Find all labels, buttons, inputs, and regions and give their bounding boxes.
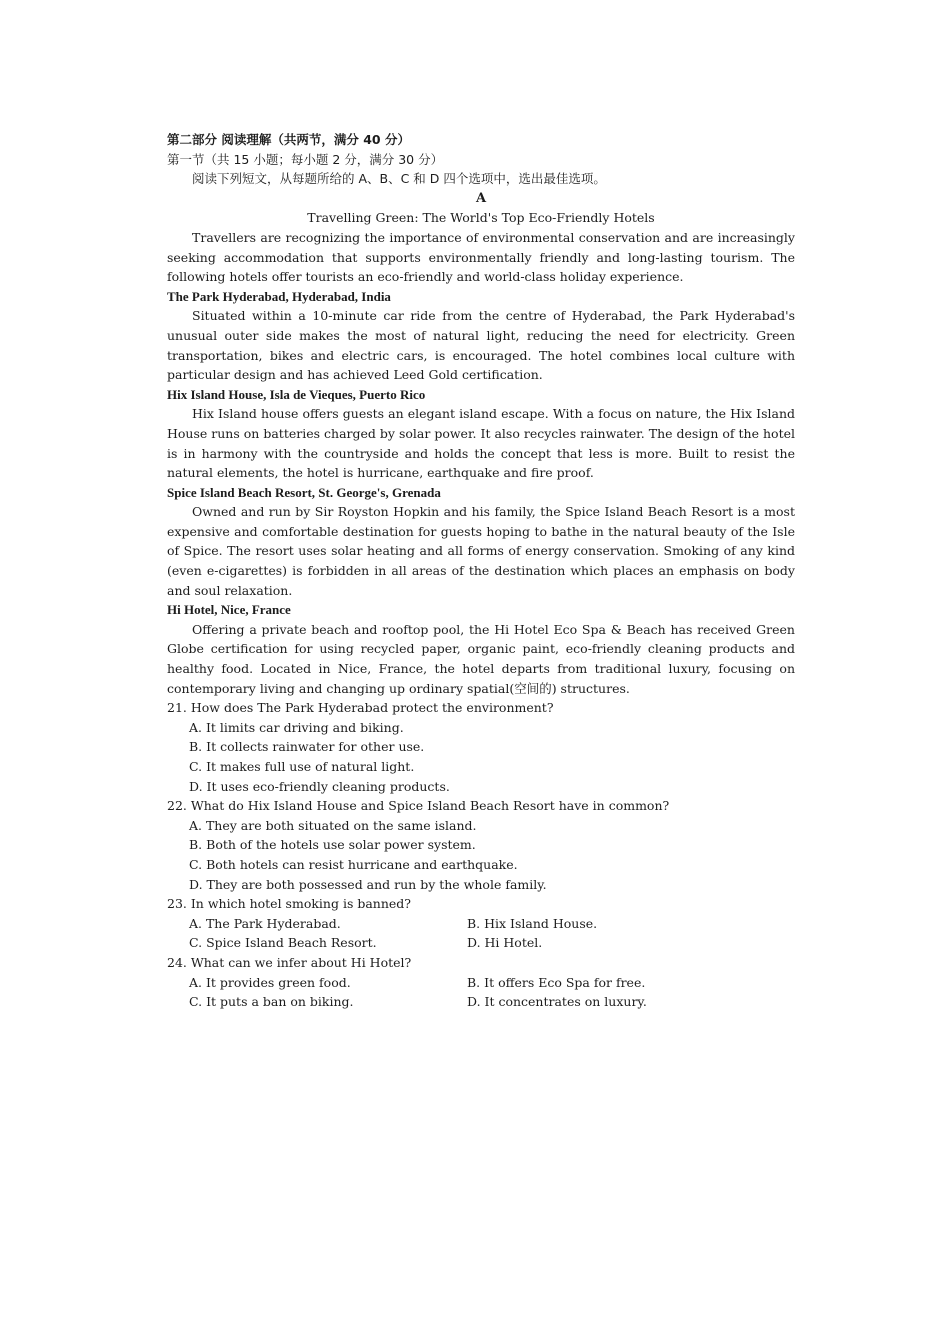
- option-22-a[interactable]: A. They are both situated on the same island.: [189, 817, 477, 833]
- hotel-text-hix-island: Hix Island house offers guests an elegant island escape. With a focus on nature, the Hix Island House runs on batteries charged by solar power. It also recycles rainwater. The design of the hotel is in harmony with the countryside and holds the concept that less is more. Built to resist the natural elements, the hotel is hurricane, earthquake and fire proof.: [167, 406, 795, 481]
- question-22-options: [167, 816, 795, 894]
- part-title: 第二部分 阅读理解（共两节，满分 40 分）: [167, 132, 410, 147]
- option-24-d[interactable]: D. It concentrates on luxury.: [467, 994, 647, 1010]
- hotel-name-hi-hotel: Hi Hotel, Nice, France: [167, 602, 291, 618]
- option-23-c[interactable]: C. Spice Island Beach Resort.: [189, 935, 377, 951]
- question-21: 21. How does The Park Hyderabad protect the environment?: [167, 700, 554, 716]
- option-24-a[interactable]: A. It provides green food.: [189, 974, 351, 990]
- question-23-options: [167, 914, 795, 953]
- option-23-a[interactable]: A. The Park Hyderabad.: [189, 915, 341, 931]
- option-22-b[interactable]: B. Both of the hotels use solar power system.: [189, 837, 476, 853]
- option-23-d[interactable]: D. Hi Hotel.: [467, 935, 543, 951]
- instructions: 阅读下列短文，从每题所给的 A、B、C 和 D 四个选项中，选出最佳选项。: [192, 171, 606, 187]
- question-24: 24. What can we infer about Hi Hotel?: [167, 954, 412, 970]
- passage-intro: Travellers are recognizing the importance of environmental conservation and are increasingly seeking accommodation that supports environmentally friendly and long-lasting tourism. The following hotels offer tourists an eco-friendly and world-class holiday experience.: [167, 229, 795, 285]
- hotel-name-park-hyderabad: The Park Hyderabad, Hyderabad, India: [167, 288, 391, 304]
- option-21-d[interactable]: D. It uses eco-friendly cleaning products.: [189, 778, 450, 794]
- question-22: 22. What do Hix Island House and Spice Island Beach Resort have in common?: [167, 798, 670, 814]
- option-21-c[interactable]: C. It makes full use of natural light.: [189, 759, 415, 774]
- option-21-b[interactable]: B. It collects rainwater for other use.: [189, 739, 425, 755]
- hotel-text-spice-island: Owned and run by Sir Royston Hopkin and his family, the Spice Island Beach Resort is a most expensive and comfortable destination for guests hoping to bathe in the natural beauty of the Isle of Spice. The resort uses solar heating and all forms of energy conservation. Smoking of any kind (even e-cigarettes) is forbidden in all areas of the destination which places an emphasis on body and soul relaxation.: [167, 504, 795, 598]
- question-23: 23. In which hotel smoking is banned?: [167, 896, 411, 912]
- option-21-a[interactable]: A. It limits car driving and biking.: [189, 719, 404, 735]
- hotel-text-hi-hotel: Offering a private beach and rooftop pool, the Hi Hotel Eco Spa & Beach has received Green Globe certification for using recycled paper, organic paint, eco-friendly cleaning products and healthy food. Located in Nice, France, the hotel departs from traditional luxury, focusing on contemporary living and changing up ordinary spatial(空间的) structures.: [167, 621, 795, 696]
- reading-section: [167, 130, 795, 1012]
- section-title: 第一节（共 15 小题；每小题 2 分，满分 30 分）: [167, 151, 444, 167]
- question-24-options: [167, 973, 795, 1012]
- option-24-b[interactable]: B. It offers Eco Spa for free.: [467, 974, 646, 990]
- hotel-name-hix-island: Hix Island House, Isla de Vieques, Puerto Rico: [167, 386, 426, 402]
- hotel-text-park-hyderabad: Situated within a 10-minute car ride from the centre of Hyderabad, the Park Hyderabad's unusual outer side makes the most of natural light, reducing the need for electricity. Green transportation, bikes and electric cars, is encouraged. The hotel combines local culture with particular design and has achieved Leed Gold certification.: [167, 308, 795, 383]
- passage-title: Travelling Green: The World's Top Eco-Friendly Hotels: [307, 210, 655, 226]
- passage-letter: A: [475, 190, 487, 206]
- option-23-b[interactable]: B. Hix Island House.: [467, 915, 598, 931]
- question-21-options: [167, 718, 795, 796]
- option-22-c[interactable]: C. Both hotels can resist hurricane and earthquake.: [189, 856, 518, 872]
- hotel-name-spice-island: Spice Island Beach Resort, St. George's, Grenada: [167, 484, 441, 500]
- option-22-d[interactable]: D. They are both possessed and run by the whole family.: [189, 876, 547, 892]
- option-24-c[interactable]: C. It puts a ban on biking.: [189, 994, 354, 1010]
